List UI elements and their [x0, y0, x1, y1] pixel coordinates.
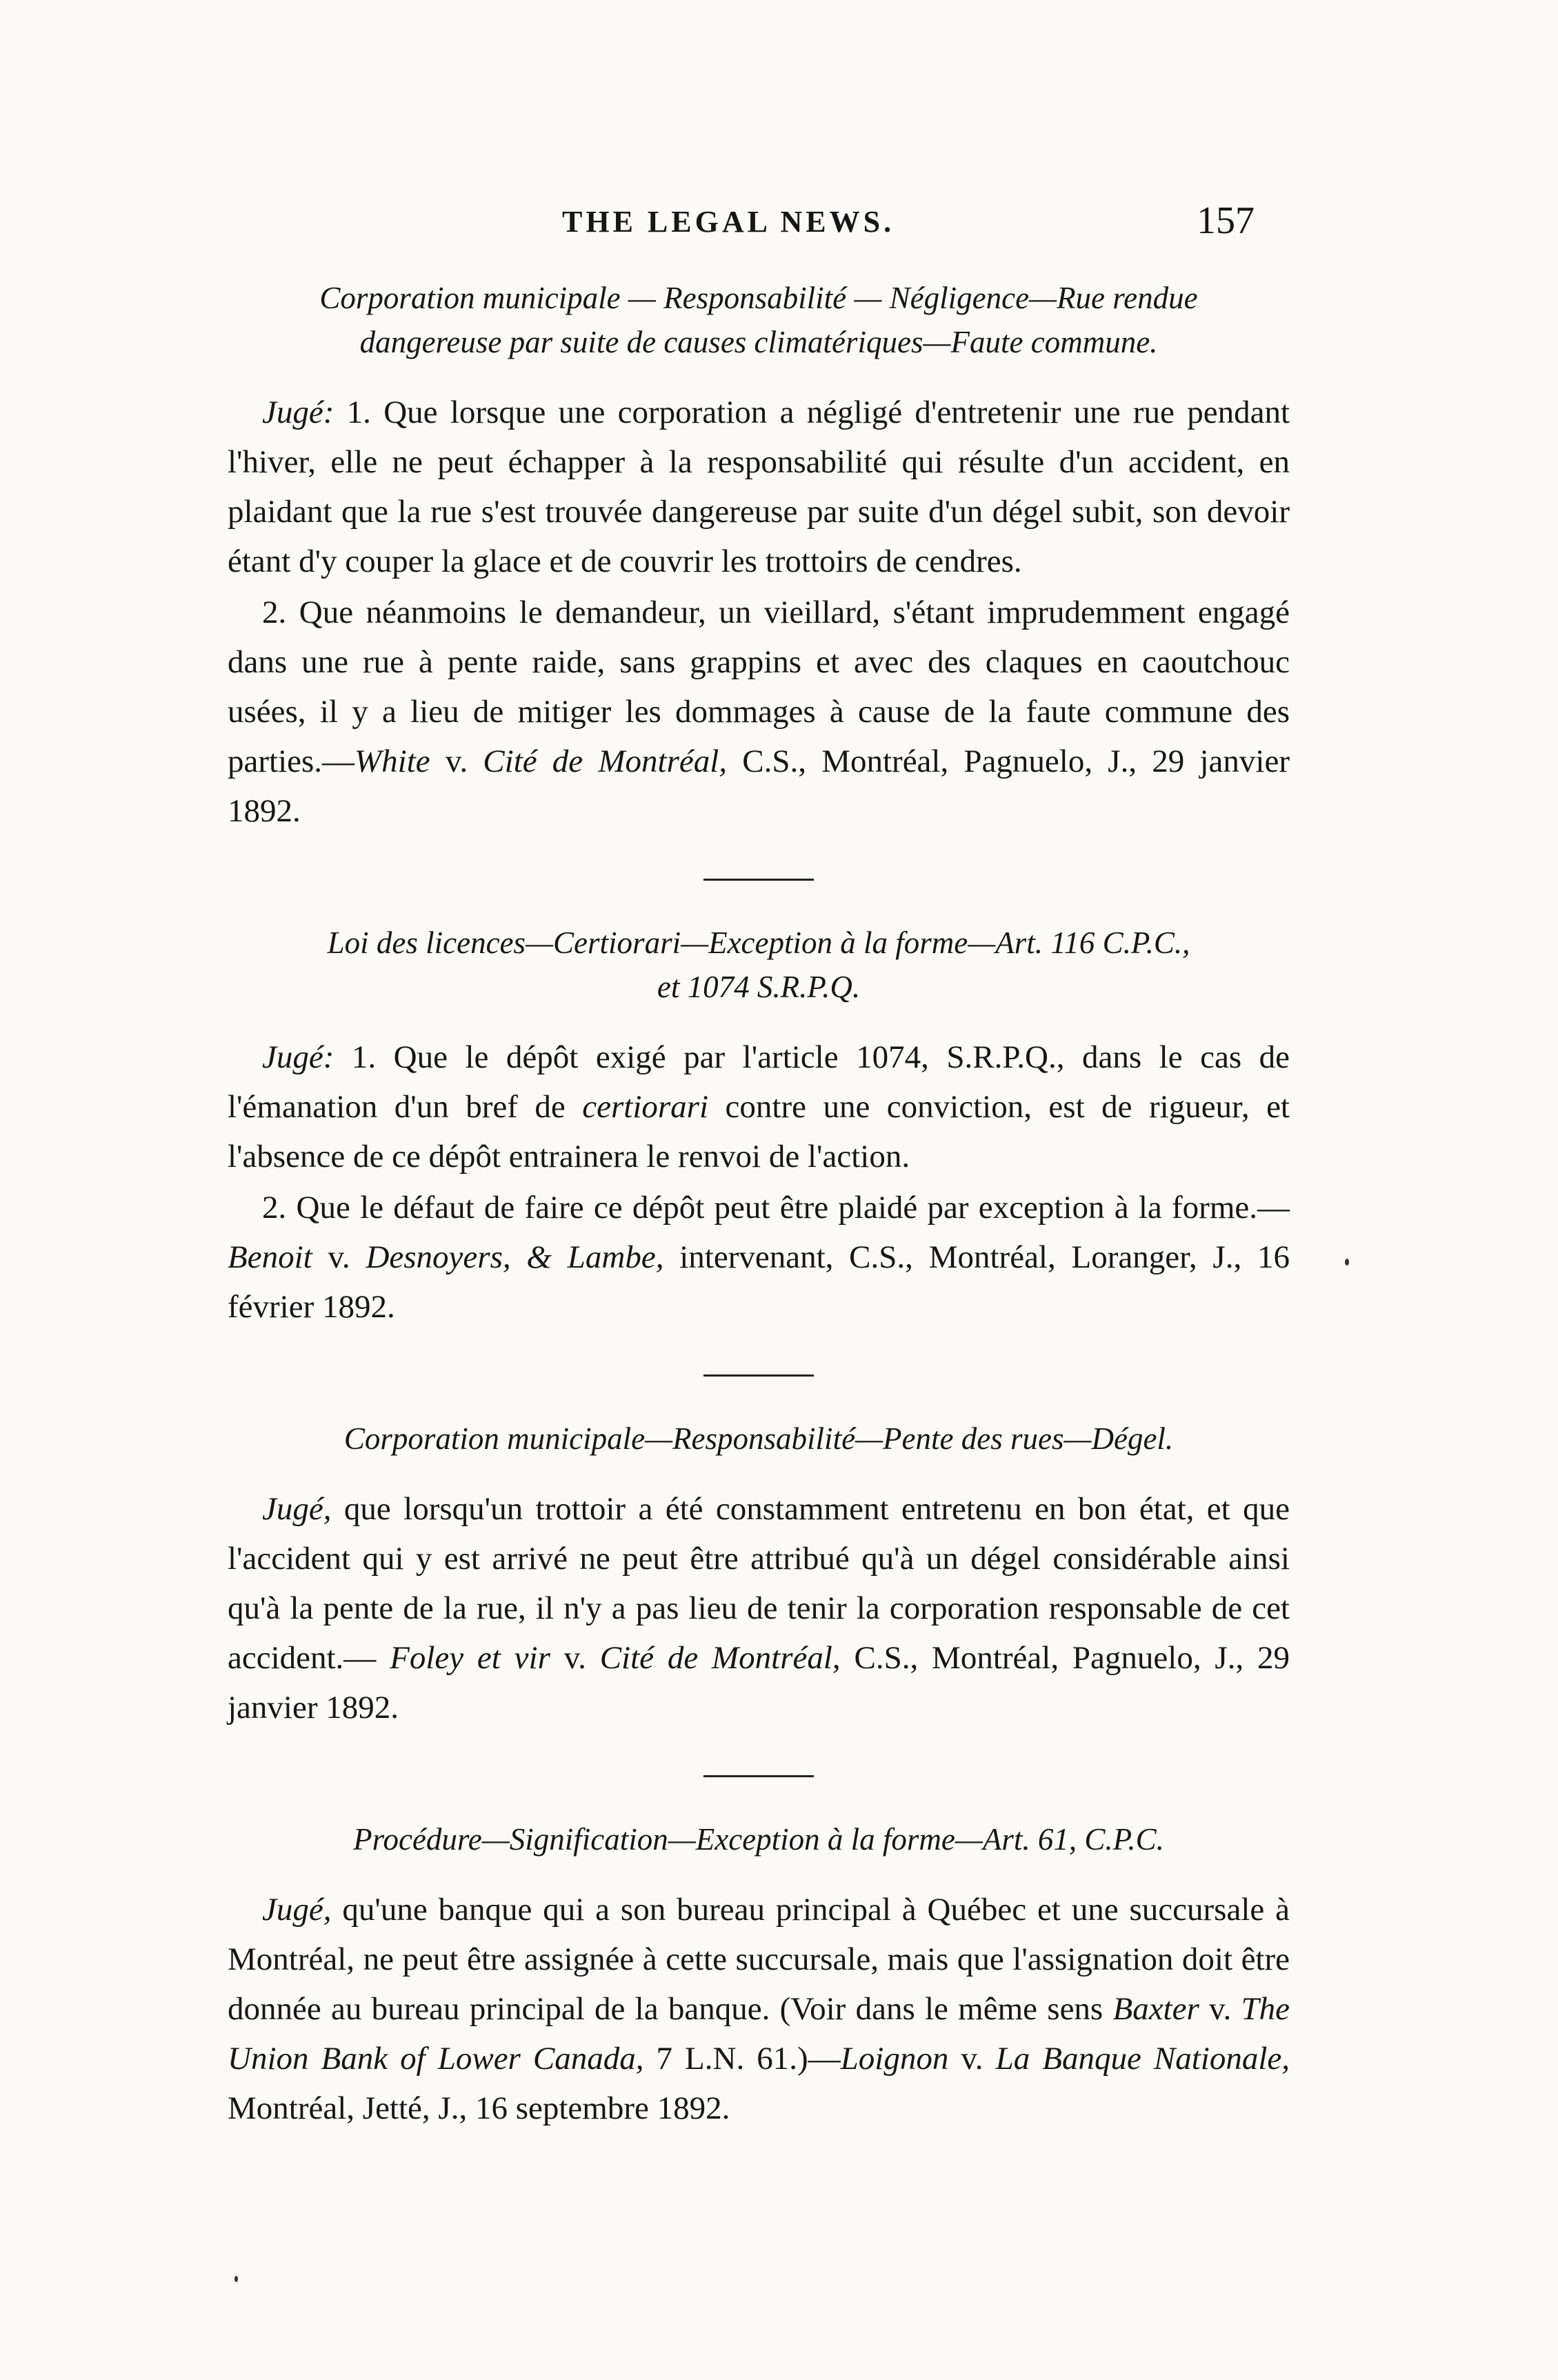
decision-section — [228, 1417, 1290, 1732]
holding-paragraph — [228, 1183, 1290, 1332]
versus: v. — [312, 1239, 366, 1275]
section-rubric — [228, 276, 1290, 364]
citation: C.S., Montréal, Pagnuelo, J., 29 janvier 1892. — [228, 1640, 1290, 1726]
juge-label: Jugé: — [262, 1039, 334, 1075]
case-party: The Union Bank of Lower Canada, — [228, 1991, 1290, 2077]
holding-text: 1. Que lorsque une corporation a négligé d'entretenir une rue pendant l'hiver, elle ne peut échapper à la responsabilité qui résulte d'un accident, en plaidant que la rue s'est trouvée dangereuse par suite d'un dégel subit, son devoir étant d'y couper la glace et de couvrir les trottoirs de cendres. — [228, 394, 1290, 579]
versus: v. — [430, 743, 483, 779]
juge-label: Jugé, — [262, 1491, 332, 1527]
juge-label: Jugé, — [262, 1892, 332, 1928]
holding-text: 2. Que néanmoins le demandeur, un vieillard, s'étant imprudemment engagé dans une rue à pente raide, sans grappins et avec des claques en caoutchouc usées, il y a lieu de mitiger les dommages à cause de la faute commune des parties.— — [228, 594, 1290, 779]
case-party: Baxter — [1112, 1991, 1199, 2027]
citation: C.S., Montréal, Pagnuelo, J., 29 janvier 1892. — [228, 743, 1290, 829]
rubric-line: Procédure—Signification—Exception à la forme—Art. 61, C.P.C. — [353, 1822, 1164, 1857]
rubric-line: Loi des licences—Certiorari—Exception à la forme—Art. 116 C.P.C., — [327, 926, 1190, 960]
holding-paragraph — [228, 388, 1290, 586]
section-rubric — [228, 1417, 1290, 1461]
holding-paragraph — [228, 1032, 1290, 1181]
rubric-line: Corporation municipale — Responsabilité — Négligence—Rue rendue — [319, 281, 1198, 315]
versus: v. — [550, 1640, 600, 1676]
scan-speck — [1345, 1259, 1349, 1266]
holding-text: contre une conviction, est de rigueur, et l'absence de ce dépôt entrainera le renvoi de l'action. — [228, 1089, 1290, 1174]
holding-paragraph — [228, 1484, 1290, 1732]
case-party: La Banque Nationale, — [995, 2041, 1290, 2077]
case-party: Benoit — [228, 1239, 312, 1275]
page-header — [0, 200, 1558, 248]
holding-paragraph — [228, 1885, 1290, 2133]
rubric-line: Corporation municipale—Responsabilité—Pente des rues—Dégel. — [343, 1421, 1174, 1456]
case-party: White — [354, 743, 430, 779]
versus: v. — [1199, 1991, 1241, 2027]
decision-section — [228, 921, 1290, 1332]
decision-section — [228, 276, 1290, 836]
case-party: Cité de Montréal, — [599, 1640, 841, 1676]
scan-speck — [234, 2276, 238, 2282]
section-divider — [703, 1775, 814, 1777]
holding-text: 2. Que le défaut de faire ce dépôt peut être plaidé par exception à la forme.— — [262, 1190, 1290, 1226]
holding-paragraph — [228, 588, 1290, 836]
rubric-line: et 1074 S.R.P.Q. — [657, 970, 861, 1004]
holding-text: que lorsqu'un trottoir a été constamment entretenu en bon état, et que l'accident qui y est arrivé ne peut être attribué qu'à un dégel considérable ainsi qu'à la pente de la rue, il n'y a pas lieu de tenir la corporation responsable de cet accident.— — [228, 1491, 1290, 1676]
holding-text: qu'une banque qui a son bureau principal à Québec et une succursale à Montréal, ne peut être assignée à cette succursale, mais que l'assignation doit être donnée au bureau principal de la banque. (Voir dans le même sens — [228, 1892, 1290, 2027]
case-party: Loignon — [840, 2041, 949, 2077]
section-divider — [703, 879, 814, 881]
case-party: Foley et vir — [390, 1640, 550, 1676]
page-number: 157 — [1197, 199, 1255, 242]
case-party: Desnoyers, & Lambe, — [366, 1239, 664, 1275]
juge-label: Jugé: — [262, 394, 334, 430]
section-rubric — [228, 921, 1290, 1009]
versus: v. — [948, 2041, 996, 2077]
section-divider — [703, 1374, 814, 1377]
section-rubric — [228, 1817, 1290, 1861]
holding-text: 1. Que le dépôt exigé par l'article 1074, S.R.P.Q., dans le cas de l'émanation d'un bref de — [228, 1039, 1290, 1125]
writ-term: certiorari — [582, 1089, 709, 1125]
rubric-line: dangereuse par suite de causes climatériques—Faute commune. — [359, 325, 1158, 359]
citation: Montréal, Jetté, J., 16 septembre 1892. — [228, 2090, 730, 2126]
running-title: THE LEGAL NEWS. — [562, 205, 895, 239]
page-body — [228, 276, 1290, 2133]
decision-section — [228, 1817, 1290, 2133]
case-party: Cité de Montréal, — [483, 743, 728, 779]
citation: 7 L.N. 61.)— — [643, 2041, 841, 2077]
citation: intervenant, C.S., Montréal, Loranger, J., 16 février 1892. — [228, 1239, 1290, 1325]
